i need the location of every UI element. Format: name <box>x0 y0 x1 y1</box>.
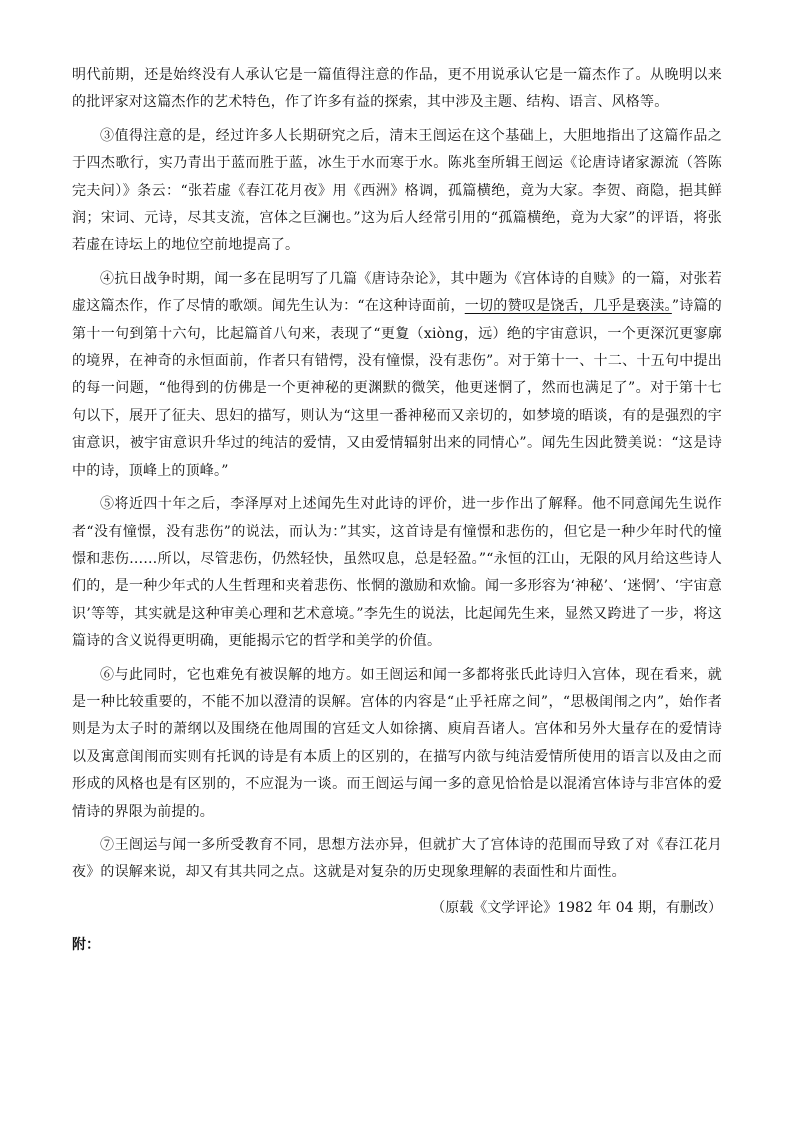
paragraph-4 <box>72 266 722 485</box>
paragraph-4-text-after: ”诗篇的第十一句到第十六句，比起篇首八句来，表现了“更夐（xiòng，远）绝的宇宙意识，一个更深沉更寥廓的境界，在神奇的永恒面前，作者只有错愕，没有憧憬，没有悲伤”。对于第十一、十二、十五句中提出的每一问题，“他得到的仿佛是一个更神秘的更渊默的微笑，他更迷惘了，然而也满足了”。对于第十七句以下，展开了征夫、思妇的描写，则认为“这里一番神秘而又亲切的，如梦境的晤谈，有的是强烈的宇宙意识，被宇宙意识升华过的纯洁的爱情，又由爱情辐射出来的同情心”。闻先生因此赞美说：“这是诗中的诗，顶峰上的顶峰。” <box>72 298 722 479</box>
underlined-quote: 一切的赞叹是饶舌，几乎是亵渎。 <box>464 298 672 315</box>
paragraph-4-text-before: ④抗日战争时期，闻一多在昆明写了几篇《唐诗杂论》，其中题为《宫体诗的自赎》的一篇，对张若虚这篇杰作，作了尽情的歌颂。闻先生认为：“在这种诗面前， <box>72 270 722 315</box>
paragraph-6: ⑥与此同时，它也难免有被误解的地方。如王闿运和闻一多都将张氏此诗归入宫体，现在看来，就是一种比较重要的，不能不加以澄清的误解。宫体的内容是“止乎衽席之间”，“思极闺闱之内”，始作者则是为太子时的萧纲以及围绕在他周围的宫廷文人如徐摛、庾肩吾诸人。宫体和另外大量存在的爱情诗以及寓意闺闱而实则有托讽的诗是有本质上的区别的，在描写内欲与纯洁爱情所使用的语言以及由之而形成的风格也是有区别的，不应混为一谈。而王闿运与闻一多的意见恰恰是以混淆宫体诗与非宫体的爱情诗的界限为前提的。 <box>72 666 722 820</box>
document-page <box>72 62 722 959</box>
paragraph-3: ③值得注意的是，经过许多人长期研究之后，清末王闿运在这个基础上，大胆地指出了这篇作品之于四杰歌行，实乃青出于蓝而胜于蓝，冰生于水而寒于水。陈兆奎所辑王闿运《论唐诗诸家源流（答陈完夫问）》条云：“张若虚《春江花月夜》用《西洲》格调，孤篇横绝，竟为大家。李贺、商隐，挹其鲜润；宋词、元诗，尽其支流，宫体之巨澜也。”这为后人经常引用的“孤篇横绝，竟为大家”的评语，将张若虚在诗坛上的地位空前地提高了。 <box>72 127 722 254</box>
paragraph-7: ⑦王闿运与闻一多所受教育不同，思想方法亦异，但就扩大了宫体诗的范围而导致了对《春江花月夜》的误解来说，却又有其共同之点。这就是对复杂的历史现象理解的表面性和片面性。 <box>72 836 722 881</box>
paragraph-5: ⑤将近四十年之后，李泽厚对上述闻先生对此诗的评价，进一步作出了解释。他不同意闻先生说作者“没有憧憬，没有悲伤”的说法，而认为：”其实，这首诗是有憧憬和悲伤的，但它是一种少年时代的憧憬和悲伤……所以，尽管悲伤，仍然轻快，虽然叹息，总是轻盈。”“永恒的江山，无限的风月给这些诗人们的，是一种少年式的人生哲理和夹着悲伤、怅惘的激励和欢愉。闻一多形容为‘神秘’、‘迷惘’、‘宇宙意识’等等，其实就是这种审美心理和艺术意境。”李先生的说法，比起闻先生来，显然又跨进了一步，将这篇诗的含义说得更明确，更能揭示它的哲学和美学的价值。 <box>72 496 722 650</box>
paragraph-continuation: 明代前期，还是始终没有人承认它是一篇值得注意的作品，更不用说承认它是一篇杰作了。从晚明以来的批评家对这篇杰作的艺术特色，作了许多有益的探索，其中涉及主题、结构、语言、风格等。 <box>72 67 722 111</box>
source-citation: （原载《文学评论》1982 年 04 期，有删改） <box>431 899 722 916</box>
appendix-label: 附： <box>72 936 100 953</box>
